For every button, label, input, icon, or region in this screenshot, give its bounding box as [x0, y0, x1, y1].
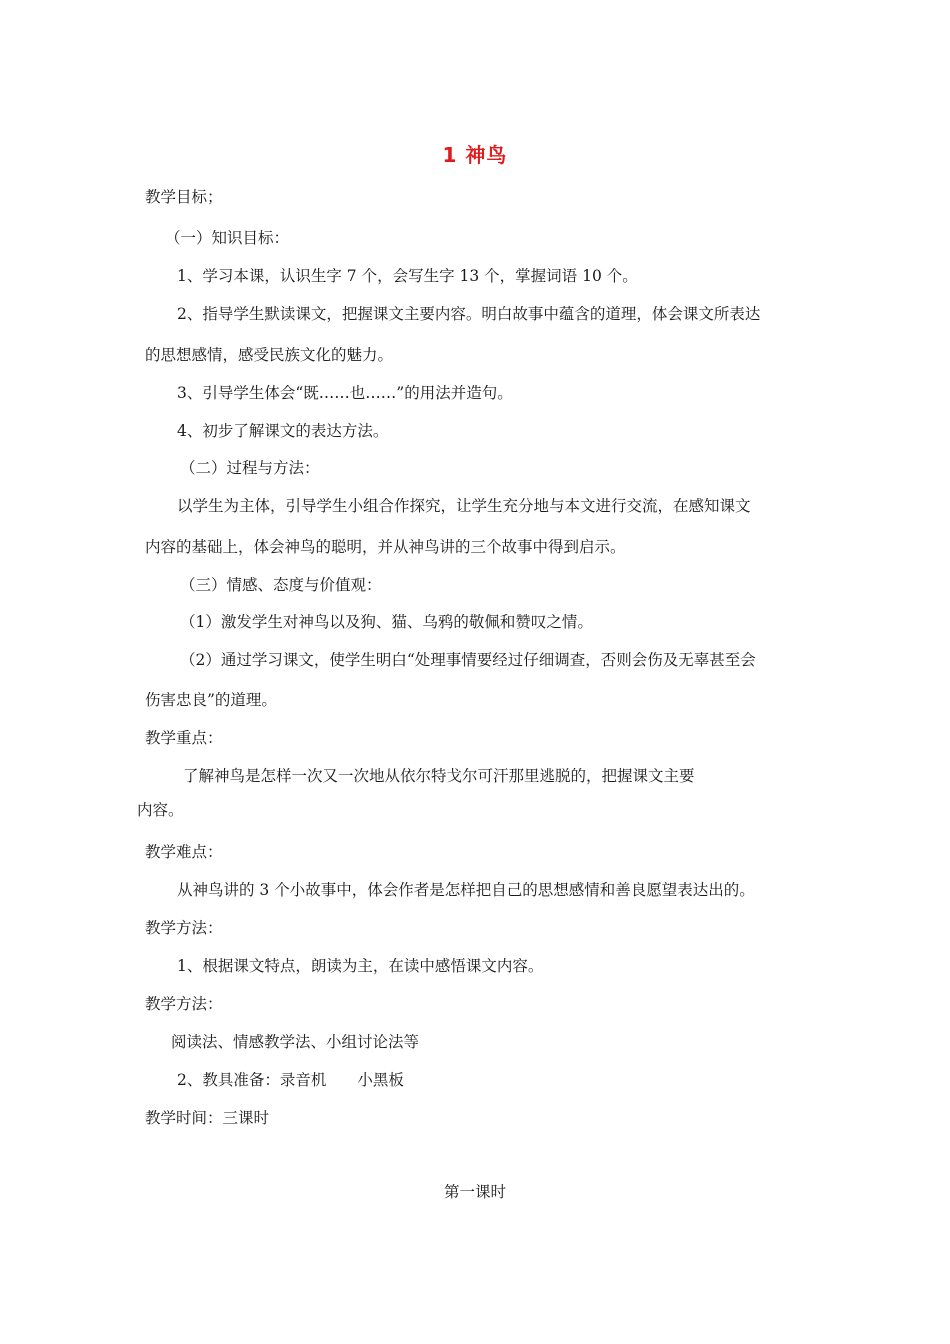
subheading-knowledge-goals: （一）知识目标：: [165, 229, 290, 247]
heading-key-points: 教学重点：: [145, 729, 223, 747]
lesson-title: 1 神鸟: [442, 143, 508, 167]
section-first-lesson: 第一课时: [443, 1183, 506, 1201]
teaching-time: 教学时间：三课时: [145, 1109, 270, 1127]
goal-item-1: 1、学习本课，认识生字 7 个，会写生字 13 个，掌握词语 10 个。: [177, 267, 638, 285]
key-points-text-cont: 内容。: [137, 801, 184, 819]
emotion-item-2: （2）通过学习课文，使学生明白“处理事情要经过仔细调查，否则会伤及无辜甚至会: [180, 651, 756, 669]
goal-item-2-cont: 的思想感情，感受民族文化的魅力。: [145, 346, 394, 364]
teaching-aids: 2、教具准备：录音机 小黑板: [177, 1071, 404, 1089]
heading-teaching-goals: 教学目标；: [145, 188, 223, 206]
subheading-process-methods: （二）过程与方法：: [180, 459, 320, 477]
heading-difficulties: 教学难点：: [145, 843, 223, 861]
subheading-emotion-values: （三）情感、态度与价值观：: [180, 576, 382, 594]
goal-item-2: 2、指导学生默读课文，把握课文主要内容。明白故事中蕴含的道理，体会课文所表达: [177, 305, 761, 323]
goal-item-3: 3、引导学生体会“既……也……”的用法并造句。: [177, 384, 513, 402]
goal-item-4: 4、初步了解课文的表达方法。: [177, 422, 389, 440]
heading-teaching-methods-2: 教学方法：: [145, 995, 223, 1013]
emotion-item-2-cont: 伤害忠良”的道理。: [145, 691, 277, 709]
emotion-item-1: （1）激发学生对神鸟以及狗、猫、乌鸦的敬佩和赞叹之情。: [180, 613, 593, 631]
methods-item-1: 1、根据课文特点，朗读为主，在读中感悟课文内容。: [177, 957, 544, 975]
difficulties-text: 从神鸟讲的 3 个小故事中，体会作者是怎样把自己的思想感情和善良愿望表达出的。: [177, 881, 755, 899]
process-paragraph-cont: 内容的基础上，体会神鸟的聪明，并从神鸟讲的三个故事中得到启示。: [145, 538, 626, 556]
heading-teaching-methods: 教学方法：: [145, 919, 223, 937]
methods-list: 阅读法、情感教学法、小组讨论法等: [171, 1033, 420, 1051]
process-paragraph: 以学生为主体，引导学生小组合作探究，让学生充分地与本文进行交流，在感知课文: [177, 497, 751, 515]
key-points-text: 了解神鸟是怎样一次又一次地从依尔特戈尔可汗那里逃脱的，把握课文主要: [183, 767, 695, 785]
